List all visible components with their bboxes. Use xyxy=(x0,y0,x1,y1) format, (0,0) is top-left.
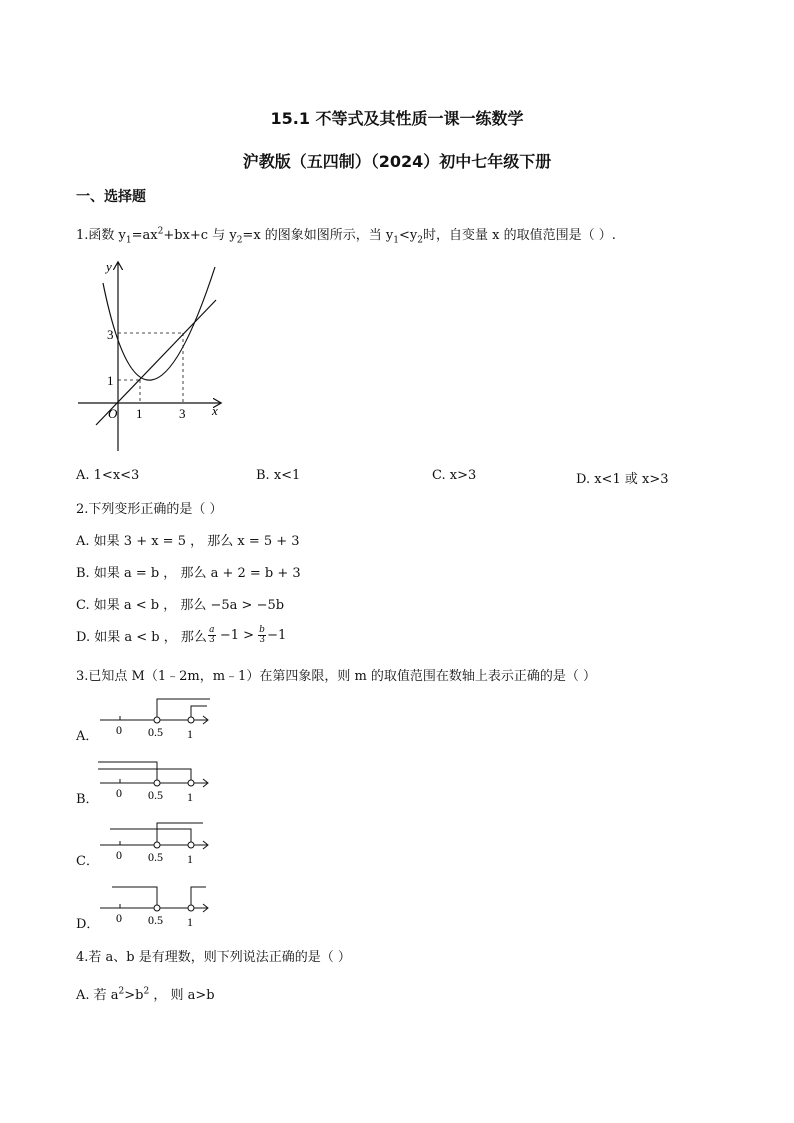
q1-option-a[interactable]: A. 1<x<3 xyxy=(76,468,140,483)
tick-1: 1 xyxy=(187,852,193,866)
tick-0-5: 0.5 xyxy=(148,725,163,739)
question-3-stem: 3.已知点 M（1﹣2m，m﹣1）在第四象限，则 m 的取值范围在数轴上表示正确的是（ ） xyxy=(76,669,597,684)
q4-a-text: ， 则 a>b xyxy=(149,988,215,1003)
q3-option-c-label[interactable]: C． xyxy=(76,854,99,869)
q1-text: 时，自变量 x 的取值范围是（ ）. xyxy=(422,228,616,243)
x-tick-3: 3 xyxy=(179,406,186,421)
tick-0: 0 xyxy=(116,848,122,862)
q1-sub: 1 xyxy=(125,235,132,246)
fraction-denominator: 3 xyxy=(208,635,215,645)
tick-1: 1 xyxy=(187,727,193,741)
origin-label: O xyxy=(108,406,118,421)
q3-number-line-d[interactable] xyxy=(95,882,215,930)
x-tick-1: 1 xyxy=(136,406,143,421)
y-tick-3: 3 xyxy=(107,327,114,342)
q2-option-a[interactable]: A. 如果 3 + x = 5 ， 那么 x = 5 + 3 xyxy=(76,534,300,549)
q3-number-line-c[interactable] xyxy=(95,819,215,867)
q3-number-line-a[interactable] xyxy=(95,694,215,742)
q1-sub: 2 xyxy=(417,235,423,246)
q2-d-suffix: −1 xyxy=(267,628,287,643)
function-graph xyxy=(70,255,230,455)
q3-number-line-b[interactable] xyxy=(95,757,215,805)
q1-text: <y xyxy=(399,228,418,243)
section-heading: 一、选择题 xyxy=(76,189,146,205)
q4-a-sup: 2 xyxy=(143,986,150,997)
page-subtitle: 沪教版（五四制）（2024）初中七年级下册 xyxy=(242,152,552,171)
q1-option-b[interactable]: B. x<1 xyxy=(256,468,301,483)
q3-option-a-label[interactable]: A． xyxy=(76,729,99,744)
y-axis-label: y xyxy=(106,259,112,274)
tick-1: 1 xyxy=(187,790,193,804)
q1-sub: 2 xyxy=(236,235,243,246)
tick-0-5: 0.5 xyxy=(148,788,163,802)
q3-option-b-label[interactable]: B． xyxy=(76,792,99,807)
tick-0: 0 xyxy=(116,786,122,800)
q4-option-a[interactable] xyxy=(76,984,215,1003)
x-axis-label: x xyxy=(212,403,218,418)
q1-sup: 2 xyxy=(157,226,164,237)
question-2-stem: 2.下列变形正确的是（ ） xyxy=(76,502,223,517)
q1-sub: 1 xyxy=(393,235,399,246)
tick-0-5: 0.5 xyxy=(148,913,163,927)
fraction-denominator: 3 xyxy=(259,635,265,645)
q4-a-text: A. 若 a xyxy=(76,988,119,1003)
q2-d-prefix: D. 如果 a < b ， 那么 xyxy=(76,630,207,645)
tick-0-5: 0.5 xyxy=(148,850,163,864)
q1-option-c[interactable]: C. x>3 xyxy=(432,468,477,483)
q2-option-b[interactable]: B. 如果 a = b ， 那么 a + 2 = b + 3 xyxy=(76,566,301,581)
fraction-numerator: b xyxy=(259,625,265,635)
q1-option-d[interactable]: D. x<1 或 x>3 xyxy=(576,472,669,487)
q1-text: =x 的图象如图所示，当 y xyxy=(242,228,394,243)
q1-text: =ax xyxy=(131,228,158,243)
q2-d-mid: −1 > xyxy=(219,628,255,643)
q3-option-d-label[interactable]: D． xyxy=(76,917,100,932)
question-4-stem: 4.若 a、b 是有理数，则下列说法正确的是（ ） xyxy=(76,950,351,965)
question-1-stem xyxy=(76,224,616,246)
tick-1: 1 xyxy=(187,915,193,929)
q1-text: +bx+c 与 y xyxy=(163,228,237,243)
tick-0: 0 xyxy=(116,723,122,737)
q4-a-text: >b xyxy=(124,988,144,1003)
q4-a-sup: 2 xyxy=(118,986,125,997)
y-tick-1: 1 xyxy=(107,373,114,388)
tick-0: 0 xyxy=(116,911,122,925)
parabola-curve xyxy=(103,267,215,380)
fraction-b-over-3 xyxy=(258,626,266,645)
q1-text: 1.函数 y xyxy=(76,228,126,243)
fraction-a-over-3 xyxy=(208,626,216,645)
page-title: 15.1 不等式及其性质一课一练数学 xyxy=(270,109,524,128)
q2-option-d[interactable] xyxy=(76,626,286,645)
fraction-numerator: a xyxy=(209,625,215,635)
q2-option-c[interactable]: C. 如果 a < b ， 那么 −5a > −5b xyxy=(76,598,285,613)
